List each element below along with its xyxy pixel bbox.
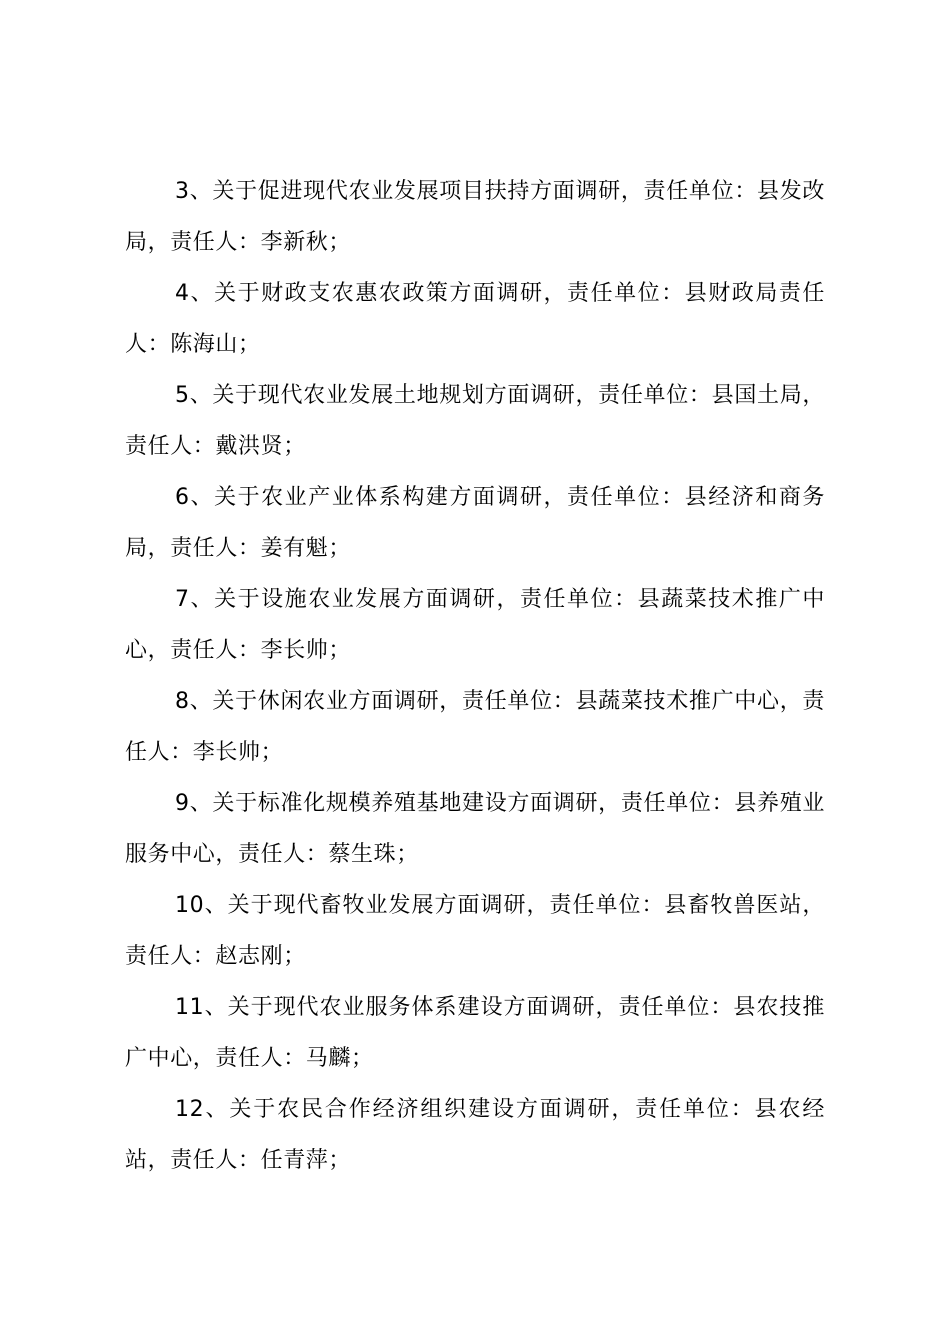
paragraph-item-7: 7、关于设施农业发展方面调研，责任单位：县蔬菜技术推广中心，责任人：李长帅；: [125, 587, 825, 663]
paragraph-item-6: 6、关于农业产业体系构建方面调研，责任单位：县经济和商务局，责任人：姜有魁；: [125, 485, 825, 561]
paragraph-item-3: 3、关于促进现代农业发展项目扶持方面调研，责任单位：县发改局，责任人：李新秋；: [125, 179, 825, 255]
paragraph-item-4: 4、关于财政支农惠农政策方面调研，责任单位：县财政局责任人：陈海山；: [125, 281, 825, 357]
paragraph-item-12: 12、关于农民合作经济组织建设方面调研，责任单位：县农经站，责任人：任青萍；: [125, 1097, 825, 1173]
paragraph-item-10: 10、关于现代畜牧业发展方面调研，责任单位：县畜牧兽医站，责任人：赵志刚；: [125, 893, 825, 969]
paragraph-item-5: 5、关于现代农业发展土地规划方面调研，责任单位：县国土局，责任人：戴洪贤；: [125, 383, 825, 459]
paragraph-item-8: 8、关于休闲农业方面调研，责任单位：县蔬菜技术推广中心，责任人：李长帅；: [125, 689, 825, 765]
paragraph-item-11: 11、关于现代农业服务体系建设方面调研，责任单位：县农技推广中心，责任人：马麟；: [125, 995, 825, 1071]
document-body: [125, 166, 825, 1186]
paragraph-item-9: 9、关于标准化规模养殖基地建设方面调研，责任单位：县养殖业服务中心，责任人：蔡生珠；: [125, 791, 825, 867]
